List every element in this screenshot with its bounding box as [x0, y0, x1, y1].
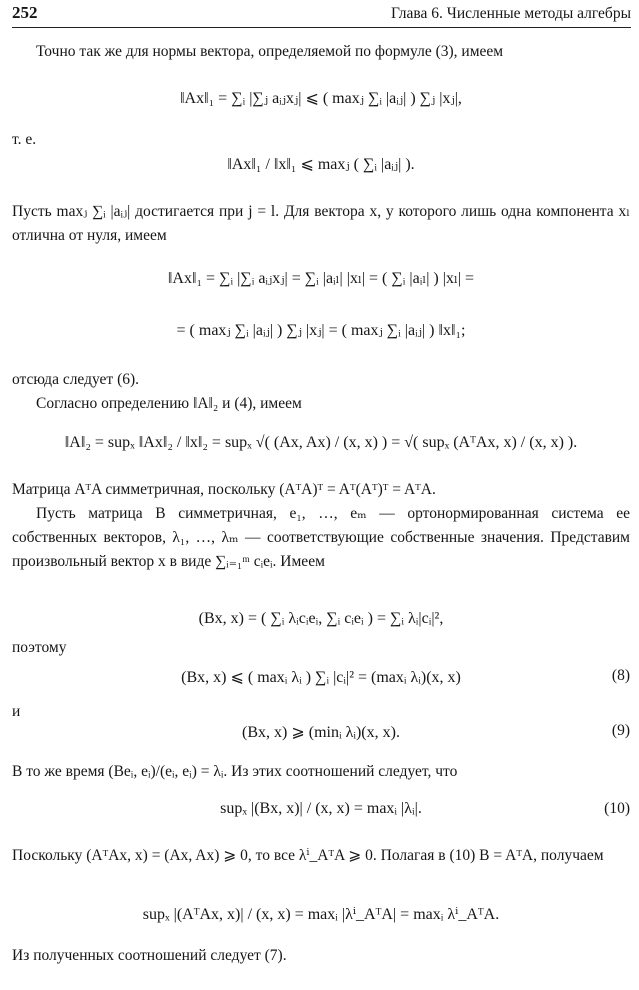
paragraph-4: Согласно определению ‖A‖₂ и (4), имеем [36, 395, 302, 412]
text-poetomu: поэтому [12, 639, 67, 656]
equation-4: ‖A‖₂ = supₓ ‖Ax‖₂ / ‖x‖₂ = supₓ √( (Ax, Ax) / (x, x) ) = √( supₓ (AᵀAx, x) / (x, x) ). [64, 434, 578, 451]
paragraph-8: Поскольку (AᵀAx, x) = (Ax, Ax) ⩾ 0, то все λⁱ_AᵀA ⩾ 0. Полагая в (10) B = AᵀA, получаем [12, 847, 604, 864]
equation-11: supₓ |(AᵀAx, x)| / (x, x) = maxᵢ |λⁱ_AᵀA| = maxᵢ λⁱ_AᵀA. [142, 906, 500, 923]
equation-10: supₓ |(Bx, x)| / (x, x) = maxᵢ |λᵢ|. [220, 800, 422, 817]
paragraph-9: Из полученных соотношений следует (7). [12, 947, 287, 964]
text-te: т. е. [12, 131, 37, 148]
equation-number-10: (10) [604, 800, 630, 817]
equation-number-9: (9) [611, 722, 630, 739]
page-number: 252 [12, 3, 38, 22]
paragraph-5: Матрица AᵀA симметричная, поскольку (AᵀA)ᵀ = Aᵀ(Aᵀ)ᵀ = AᵀA. [12, 481, 436, 498]
equation-1: ‖Ax‖₁ = ∑ᵢ |∑ⱼ aᵢⱼxⱼ| ⩽ ( maxⱼ ∑ᵢ |aᵢⱼ| ) ∑ⱼ |xⱼ|, [180, 90, 462, 107]
page-header [12, 3, 631, 28]
paragraph-7: В то же время (Beᵢ, eᵢ)/(eᵢ, eᵢ) = λᵢ. Из этих соотношений следует, что [12, 763, 458, 780]
paragraph-3: отсюда следует (6). [12, 371, 140, 388]
equation-3b: = ( maxⱼ ∑ᵢ |aᵢⱼ| ) ∑ⱼ |xⱼ| = ( maxⱼ ∑ᵢ |aᵢⱼ| ) ‖x‖₁; [176, 322, 466, 339]
equation-3a: ‖Ax‖₁ = ∑ᵢ |∑ᵢ aᵢⱼxⱼ| = ∑ᵢ |aᵢₗ| |xₗ| = ( ∑ᵢ |aᵢₗ| ) |xₗ| = [167, 270, 475, 287]
paragraph-6: Пусть матрица B симметричная, e₁, …, eₘ — ортонормированная система ее собственных векторов, λ₁, …, λₘ — соответствующие собственные значения. Представим произвольный вектор x в виде ∑ᵢ₌₁ᵐ cᵢeᵢ. Имеем [12, 505, 630, 570]
paragraph-1: Точно так же для нормы вектора, определяемой по формуле (3), имеем [36, 43, 504, 60]
chapter-title: Глава 6. Численные методы алгебры [391, 5, 631, 22]
equation-8: (Bx, x) ⩽ ( maxᵢ λᵢ ) ∑ᵢ |cᵢ|² = (maxᵢ λᵢ)(x, x) [181, 669, 461, 686]
equation-9: (Bx, x) ⩾ (minᵢ λᵢ)(x, x). [242, 724, 400, 741]
text-i: и [12, 703, 21, 720]
equation-5: (Bx, x) = ( ∑ᵢ λᵢcᵢeᵢ, ∑ᵢ cᵢeᵢ ) = ∑ᵢ λᵢ|cᵢ|², [198, 610, 444, 627]
equation-number-8: (8) [611, 667, 630, 684]
equation-2: ‖Ax‖₁ / ‖x‖₁ ⩽ maxⱼ ( ∑ᵢ |aᵢⱼ| ). [227, 156, 415, 173]
paragraph-2: Пусть maxⱼ ∑ᵢ |aᵢⱼ| достигается при j = l. Для вектора x, у которого лишь одна компонента xₗ отлична от нуля, имеем [12, 203, 630, 244]
